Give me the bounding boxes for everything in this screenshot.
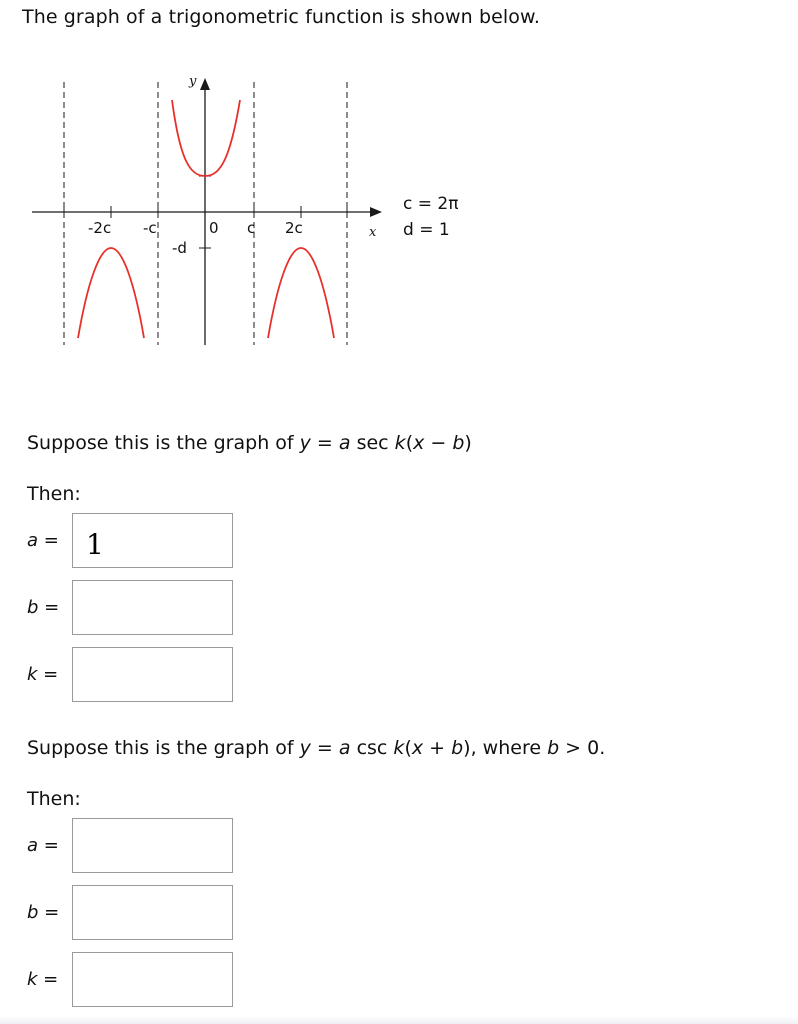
csc-k-input[interactable] <box>72 952 233 1007</box>
csc-then: Then: <box>27 788 81 810</box>
csc-b-var: b <box>27 902 39 923</box>
sec-b-input[interactable] <box>72 580 233 635</box>
csc-question-op: + <box>423 737 452 759</box>
csc-question-k: k <box>393 737 405 759</box>
curve-lower-right <box>268 248 334 338</box>
csc-question-x: x <box>411 737 424 759</box>
tick-label-neg-2c: -2c <box>88 219 112 237</box>
tick-label-zero: 0 <box>209 219 219 237</box>
sec-k-eq: = <box>37 664 59 685</box>
csc-question-suffix-1: , where <box>470 737 548 759</box>
csc-a-eq: = <box>38 835 59 856</box>
sec-question-k: k <box>394 432 406 454</box>
tick-label-2c: 2c <box>285 219 303 237</box>
sec-question-eq: = <box>310 432 339 454</box>
tick-label-neg-d: -d <box>172 239 187 257</box>
csc-question-prefix: Suppose this is the graph of <box>27 737 300 759</box>
tick-label-c: c <box>247 219 256 237</box>
csc-a-label <box>27 835 59 856</box>
csc-k-eq: = <box>37 969 59 990</box>
sec-question-x: x <box>413 432 425 454</box>
sec-k-var: k <box>27 664 38 685</box>
constant-d: d = 1 <box>403 220 450 240</box>
csc-b-eq: = <box>38 902 60 923</box>
csc-question-y: y <box>299 737 311 759</box>
sec-question <box>27 432 472 454</box>
curve-lower-left <box>78 248 144 338</box>
tick-label-neg-c: -c <box>143 219 157 237</box>
csc-a-input[interactable] <box>72 818 233 873</box>
sec-question-close: ) <box>464 432 472 454</box>
sec-b-eq: = <box>38 597 60 618</box>
sec-a-label <box>27 530 59 551</box>
sec-question-open: ( <box>405 432 414 454</box>
y-axis-arrow <box>200 78 210 90</box>
sec-a-input[interactable] <box>72 513 233 568</box>
y-axis-label: y <box>189 74 197 89</box>
x-axis-label: x <box>369 225 377 240</box>
problem-intro: The graph of a trigonometric function is shown below. <box>22 6 541 28</box>
sec-a-eq: = <box>38 530 59 551</box>
x-axis-arrow <box>370 207 382 217</box>
sec-then: Then: <box>27 483 81 505</box>
sec-question-prefix: Suppose this is the graph of <box>27 432 300 454</box>
csc-k-var: k <box>27 969 38 990</box>
sec-question-b: b <box>452 432 465 454</box>
sec-k-label <box>27 664 58 685</box>
csc-b-label <box>27 902 59 923</box>
csc-question <box>27 737 605 759</box>
csc-question-func: csc <box>350 737 394 759</box>
sec-question-func: sec <box>350 432 395 454</box>
sec-a-var: a <box>27 530 39 551</box>
csc-k-label <box>27 969 58 990</box>
csc-b-input[interactable] <box>72 885 233 940</box>
csc-question-suffix-2: > 0. <box>559 737 606 759</box>
csc-question-b2: b <box>547 737 560 759</box>
sec-question-op: − <box>424 432 453 454</box>
csc-question-open: ( <box>404 737 412 759</box>
constant-c: c = 2π <box>403 194 459 214</box>
sec-b-label <box>27 597 59 618</box>
sec-b-var: b <box>27 597 39 618</box>
curve-upper-center <box>172 100 240 176</box>
page-bottom-edge <box>0 1016 798 1024</box>
sec-question-y: y <box>299 432 311 454</box>
sec-question-a: a <box>338 432 351 454</box>
sec-k-input[interactable] <box>72 647 233 702</box>
csc-question-close: ) <box>463 737 471 759</box>
csc-a-var: a <box>27 835 39 856</box>
csc-question-eq: = <box>310 737 339 759</box>
csc-question-a: a <box>338 737 351 759</box>
csc-question-b: b <box>451 737 464 759</box>
